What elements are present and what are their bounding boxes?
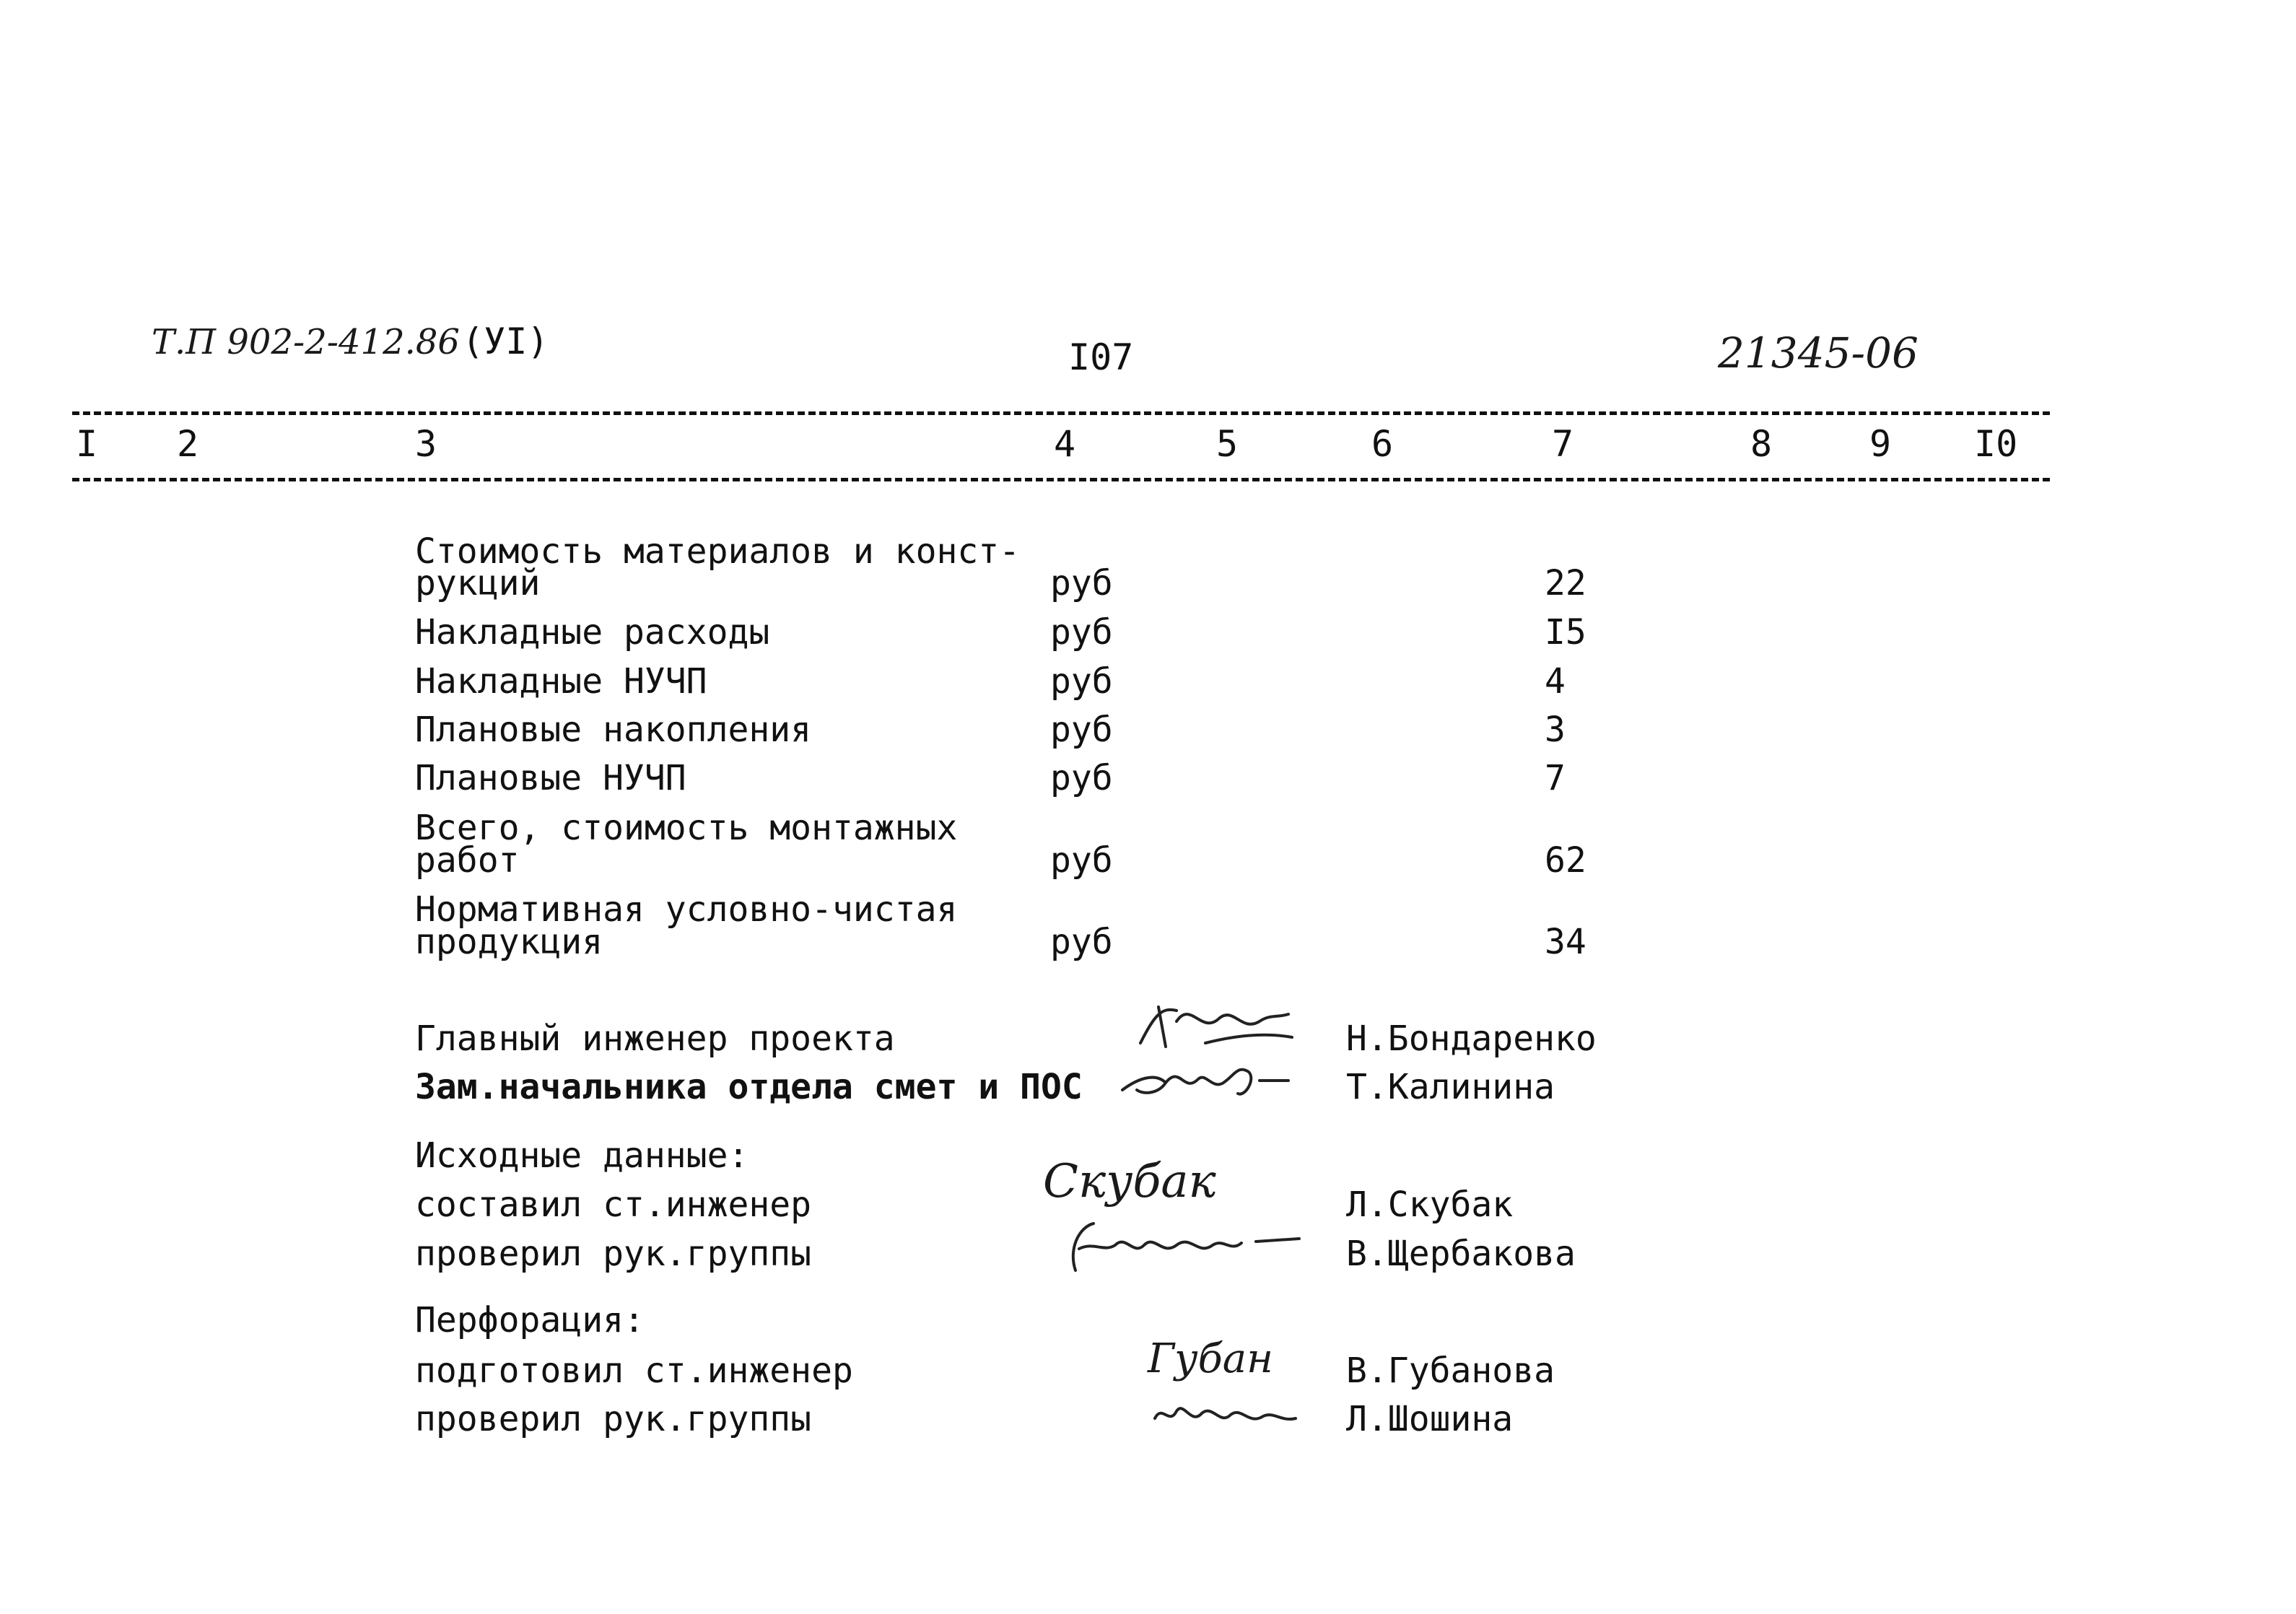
signature-shoshina <box>1148 1386 1306 1436</box>
row-name: Накладные расходы <box>415 612 770 653</box>
signature-shcherbakova <box>1061 1213 1306 1278</box>
column-number-9: 9 <box>1869 423 1892 465</box>
checked2-name: Л.Шошина <box>1346 1399 1514 1439</box>
row-unit: руб <box>1050 661 1113 702</box>
signature-kalinina <box>1115 1050 1296 1108</box>
row-name-line1: Стоимость материалов и конст- <box>415 531 1021 572</box>
row-name-line2: продукция <box>415 922 603 962</box>
row-value: 3 <box>1545 710 1566 750</box>
row-name: Плановые НУЧП <box>415 758 686 798</box>
row-name: Плановые накопления <box>415 710 812 750</box>
column-number-7: 7 <box>1552 423 1574 465</box>
row-value: 62 <box>1545 840 1586 881</box>
column-number-1: I <box>76 423 98 465</box>
prepared-name: В.Губанова <box>1346 1351 1555 1391</box>
column-number-3: 3 <box>415 423 437 465</box>
column-number-6: 6 <box>1371 423 1394 465</box>
row-unit: руб <box>1050 563 1113 603</box>
doc-code: Т.П 902-2-412.86 <box>152 322 460 362</box>
row-unit: руб <box>1050 922 1113 962</box>
row-unit: руб <box>1050 710 1113 750</box>
checked2-role: проверил рук.группы <box>415 1399 812 1439</box>
deputy-head-role: Зам.начальника отдела смет и ПОС <box>415 1067 1083 1107</box>
column-number-2: 2 <box>177 423 199 465</box>
compiled-name: Л.Скубак <box>1346 1185 1514 1225</box>
compiled-role: составил ст.инженер <box>415 1185 812 1225</box>
row-name-line2: рукций <box>415 563 541 603</box>
prepared-role: подготовил ст.инженер <box>415 1351 853 1391</box>
checked-name: В.Щербакова <box>1346 1234 1576 1274</box>
source-data-title: Исходные данные: <box>415 1135 749 1176</box>
archive-number: 21345-06 <box>1718 328 1919 378</box>
row-name-line2: работ <box>415 840 520 881</box>
section-code: (УI) <box>462 320 549 362</box>
signature-bondarenko <box>1133 993 1299 1057</box>
checked-role: проверил рук.группы <box>415 1234 812 1274</box>
row-value: 4 <box>1545 661 1566 702</box>
row-name: Накладные НУЧП <box>415 661 707 702</box>
chief-engineer-role: Главный инженер проекта <box>415 1018 895 1059</box>
header-rule-top <box>72 411 2050 415</box>
header-rule-bottom <box>72 478 2050 481</box>
signature-skubak: Скубак <box>1043 1155 1216 1208</box>
column-number-8: 8 <box>1750 423 1773 465</box>
perforation-title: Перфорация: <box>415 1300 645 1340</box>
row-unit: руб <box>1050 840 1113 881</box>
row-name-line1: Всего, стоимость монтажных <box>415 808 958 848</box>
column-number-5: 5 <box>1216 423 1239 465</box>
row-value: 7 <box>1545 758 1566 798</box>
row-unit: руб <box>1050 758 1113 798</box>
row-value: 34 <box>1545 922 1586 962</box>
row-unit: руб <box>1050 612 1113 653</box>
row-value: 22 <box>1545 563 1586 603</box>
signature-gubanova: Губан <box>1148 1335 1274 1382</box>
page-number: I07 <box>1068 336 1134 378</box>
column-number-10: I0 <box>1974 423 2018 465</box>
chief-engineer-name: Н.Бондаренко <box>1346 1018 1597 1059</box>
deputy-head-name: Т.Калинина <box>1346 1067 1555 1107</box>
column-number-4: 4 <box>1054 423 1076 465</box>
row-name-line1: Нормативная условно-чистая <box>415 889 958 930</box>
row-value: I5 <box>1545 612 1586 653</box>
